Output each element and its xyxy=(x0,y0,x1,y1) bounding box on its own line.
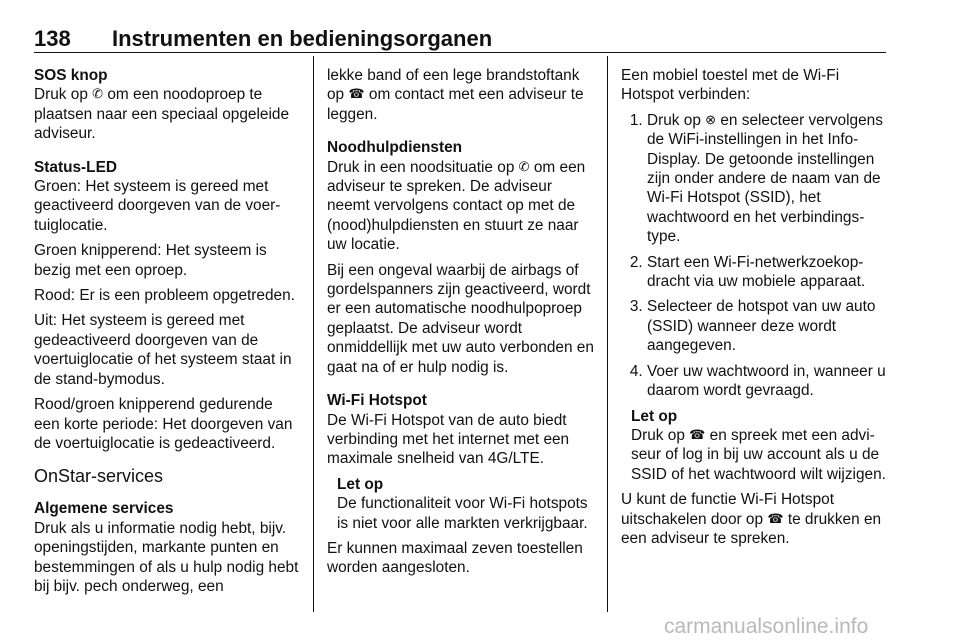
list-item: 2. Start een Wi-Fi-netwerkzoekopdracht via uw mobiele apparaat. xyxy=(647,253,889,292)
column-1 xyxy=(34,66,302,602)
sos-button-icon: ✆ xyxy=(92,86,104,102)
sos-heading: SOS knop xyxy=(34,67,108,84)
general-services: Algemene services Druk als u informatie nodig hebt, bijv. openingstijden, markante punten en bestemmingen of als u hulp nodig hebt bij bijv. pech onderweg, een xyxy=(34,499,302,596)
emergency-heading: Noodhulpdiensten xyxy=(327,139,463,157)
status-red-green-blink: Rood/groen knipperend gedurende een korte periode: Het doorgeven van de voertuiglocatie is gedeactiveerd. xyxy=(34,396,293,452)
emergency-section: Noodhulpdiensten Druk in een noodsituatie op ✆ om een adviseur te spreken. De adviseur neemt vervolgens contact op met de (nood)hulpdiensten en stuurt ze naar uw locatie. xyxy=(327,138,595,254)
note-heading: Let op xyxy=(337,475,384,493)
list-item: 4. Voer uw wachtwoord in, wanneer u daarom wordt gevraagd. xyxy=(647,362,889,401)
page-number: 138 xyxy=(34,26,71,51)
connect-note: Let op Druk op ☎ en spreek met een adviseur of log in bij uw account als u de SSID of het wachtwoord wilt wijzigen. xyxy=(631,407,889,485)
onstar-button-icon: ☎ xyxy=(348,86,365,102)
note-heading: Let op xyxy=(631,407,678,425)
status-heading: Status-LED xyxy=(34,158,117,176)
watermark: carmanualsonline.info xyxy=(664,615,869,638)
list-item: 3. Selecteer de hotspot van uw auto (SSID) wanneer deze wordt aangegeven. xyxy=(647,297,889,355)
wifi-button-icon: ⊗ xyxy=(705,111,717,127)
general-services-continued: lekke band of een lege brandstoftank op ☎ om contact met een adviseur te leggen. xyxy=(327,67,584,123)
column-2 xyxy=(327,66,595,584)
max-devices-text: Er kunnen maximaal zeven toestellen worden aangesloten. xyxy=(327,539,583,577)
status-red: Rood: Er is een probleem opgetreden. xyxy=(34,287,295,305)
page-header xyxy=(34,28,886,53)
disable-text: U kunt de functie Wi-Fi Hotspot uitschakelen door op ☎ te drukken en een adviseur te spreken. xyxy=(621,491,882,547)
list-item: 1. Druk op ⊗ en selecteer vervolgens de WiFi-instellingen in het Info-Display. De getoonde instellingen zijn onder andere de naam van de Wi-Fi Hotspot (SSID), het wachtwoord en het verbindingstype. xyxy=(647,111,889,247)
column-divider xyxy=(313,56,314,612)
connect-intro: Een mobiel toestel met de Wi-Fi Hotspot verbinden: xyxy=(621,67,840,104)
onstar-button-icon: ☎ xyxy=(767,510,784,526)
wifi-heading: Wi-Fi Hotspot xyxy=(327,392,427,410)
status-section: Status-LED Groen: Het systeem is gereed met geactiveerd doorgeven van de voertuiglocatie. xyxy=(34,158,302,236)
column-divider xyxy=(607,56,608,612)
steps-list xyxy=(621,111,889,401)
general-heading: Algemene services xyxy=(34,500,174,518)
onstar-heading: OnStar-services xyxy=(34,466,164,487)
sos-section: SOS knop Druk op ✆ om een noodoproep te plaatsen naar een speciaal opgeleide adviseur. xyxy=(34,66,302,144)
column-3 xyxy=(621,66,889,554)
wifi-section: Wi-Fi Hotspot De Wi-Fi Hotspot van de auto biedt verbinding met het internet met een maximale snelheid van 4G/LTE. xyxy=(327,391,595,469)
airbag-text: Bij een ongeval waarbij de airbags of gordelspanners zijn geactiveerd, wordt er een automatische noodhulpoproep geplaatst. De adviseur wordt onmiddellijk met uw auto verbonden en gaat na of er hulp nodig is. xyxy=(327,261,594,376)
page-title: Instrumenten en bedieningsorganen xyxy=(112,26,493,51)
status-off: Uit: Het systeem is gereed met gedeactiveerd doorgeven van de voertuiglocatie of het systeem staat in de stand-bymodus. xyxy=(34,312,292,388)
status-green-blink: Groen knipperend: Het systeem is bezig met een oproep. xyxy=(34,242,267,279)
sos-button-icon: ✆ xyxy=(518,158,530,174)
onstar-button-icon: ☎ xyxy=(689,426,706,442)
wifi-note: Let op De functionaliteit voor Wi-Fi hotspots is niet voor alle markten verkrijgbaar. xyxy=(337,475,595,533)
